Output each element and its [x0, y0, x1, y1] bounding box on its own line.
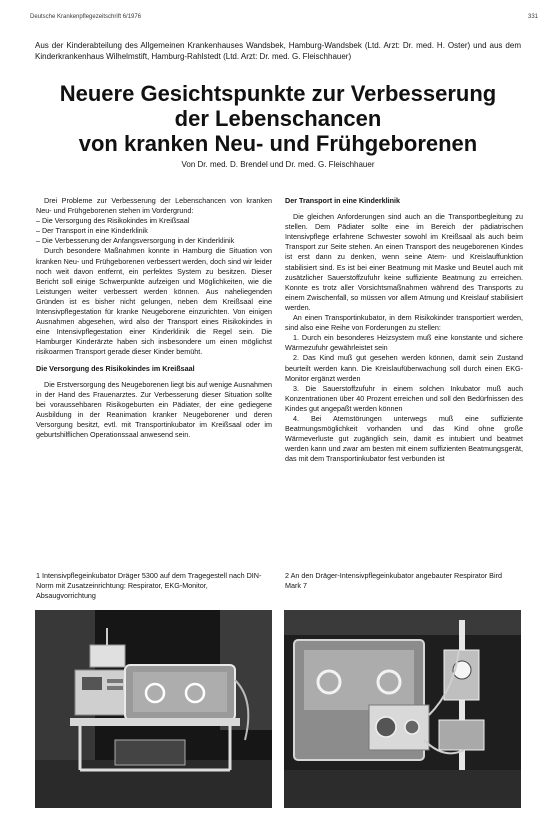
- figure-1-caption: 1 Intensivpflegeinkubator Dräger 5300 auf dem Tragegestell nach DIN-Norm mit Zusatzeinrichtung: Respirator, EKG-Monitor, Absaugvorrichtung: [36, 571, 262, 600]
- intro-paragraph: Drei Probleme zur Verbesserung der Lebenschancen von kranken Neu- und Frühgeborenen stehen im Vordergrund:: [36, 196, 272, 216]
- left-column: [36, 196, 272, 440]
- body-paragraph: An einen Transportinkubator, in dem Risikokinder transportiert werden, sind also eine Reihe von Forderungen zu stellen:: [285, 313, 523, 333]
- page-number: 331: [527, 14, 538, 20]
- section-heading: Die Versorgung des Risikokindes im Kreißsaal: [36, 363, 195, 373]
- article-title: [20, 81, 536, 156]
- requirement-item: 2. Das Kind muß gut gesehen werden können, damit sein Zustand beurteilt werden kann. Die Kreislaufüberwachung soll durch einen EKG-Monitor ergänzt werden: [285, 353, 523, 383]
- body-paragraph: Durch besondere Maßnahmen konnte in Hamburg die Situation von kranken Neu- und Frühgeborenen verbessert werden, doch sind wir leider noch weit davon entfernt, ein perfektes System zu besitzen. Dieser Bericht soll einige Schwerpunkte aufzeigen und Möglichkeiten, wie die Leistungen weiter verbessert werden können. Aus naheliegenden Gründen ist es bisher nicht gelungen, neben dem Kreißsaal eine Intensivpflegestation für kranke Neugeborene einzurichten. Von einigen Ausnahmen abgesehen, wird also der Transport eines Risikokindes in eine Intensivpflegestation einer Kinderklinik die Regel sein. Die Hamburger Kinderärzte haben sich insbesondere um einen möglichst risikoarmen Transport gerade dieser Kinder bemüht.: [36, 246, 272, 357]
- figure-2-photo: [284, 610, 521, 808]
- running-header: [30, 14, 538, 24]
- requirement-item: 3. Die Sauerstoffzufuhr in einem solchen Inkubator muß auch Konzentrationen über 40 Prozent erreichen und soll den Bedürfnissen des Kindes gut angepaßt werden können: [285, 383, 523, 413]
- section-heading: Der Transport in eine Kinderklinik: [285, 196, 401, 205]
- problem-list-item: – Der Transport in eine Kinderklinik: [36, 226, 148, 236]
- requirement-item: 4. Bei Atemstörungen unterwegs muß eine suffiziente Beatmungsmöglichkeit vorhanden und das Kind ohne große Wärmeverluste gut zugänglich sein, damit es intubiert und beatmet werden kann und zwar am besten mit einem suffizienten Beatmungsgerät, das mit dem Transportinkubator fest verbunden ist: [285, 413, 523, 464]
- body-paragraph: Die Erstversorgung des Neugeborenen liegt bis auf wenige Ausnahmen in der Hand des Frauenarztes. Zur Verbesserung dieser Situation sollte bei voraussehbaren Risikogeburten ein Pädiater, der eine gediegene Ausbildung in der Reanimation kranker Neugeborener und deren Versorgung besitzt, evtl. mit Transportinkubator im Kreißsaal oder im geburtshilflichen Operationssaal anwesend sein.: [36, 379, 272, 440]
- right-column: [285, 196, 523, 464]
- requirement-item: 1. Durch ein besonderes Heizsystem muß eine konstante und sichere Wärmezufuhr gewährleistet sein: [285, 333, 523, 353]
- affiliation: Aus der Kinderabteilung des Allgemeinen Krankenhauses Wandsbek, Hamburg-Wandsbek (Ltd. Arzt: Dr. med. H. Oster) und aus dem Kinderkrankenhaus Wilhelmstift, Hamburg-Rahlstedt (Ltd. Arzt: Dr. med. G. Fleischhauer): [35, 41, 521, 61]
- title-line-3: von kranken Neu- und Frühgeborenen: [78, 131, 478, 156]
- problem-list-item: – Die Versorgung des Risikokindes im Kreißsaal: [36, 216, 190, 226]
- authors-line: Von Dr. med. D. Brendel und Dr. med. G. Fleischhauer: [181, 160, 375, 169]
- figure-1-photo: [35, 610, 272, 808]
- problem-list-item: – Die Verbesserung der Anfangsversorgung in der Kinderklinik: [36, 236, 235, 246]
- figure-2-caption: 2 An den Dräger-Intensivpflegeinkubator angebauter Respirator Bird Mark 7: [285, 571, 502, 590]
- journal-name: Deutsche Krankenpflegezeitschrift 6/1976: [30, 14, 142, 20]
- title-line-1: Neuere Gesichtspunkte zur Verbesserung: [59, 81, 497, 106]
- title-line-2: der Lebenschancen: [174, 106, 382, 131]
- body-paragraph: Die gleichen Anforderungen sind auch an die Transportbegleitung zu stellen. Dem Pädiater sollte eine im Bereich der pädiatrischen Intensivpflege erfahrene Schwester sowohl im Kreißsaal als auch beim Transport zur Seite stehen. An einen Transport des neugeborenen Kindes ist erst dann zu denken, wenn seine Atem- und Kreislauffunktion stabilisiert sind. Es ist bei einer Beatmung mit Maske und Beutel auch mit zusätzlicher Sauerstoffzufuhr keine suffiziente Beatmung zu erreichen. Konnte es trotz aller Vorsichtsmaßnahmen während des Transports zu einem Zwischenfall, so müssen vor allem Atmung und Kreislauf stabilisiert werden.: [285, 212, 523, 312]
